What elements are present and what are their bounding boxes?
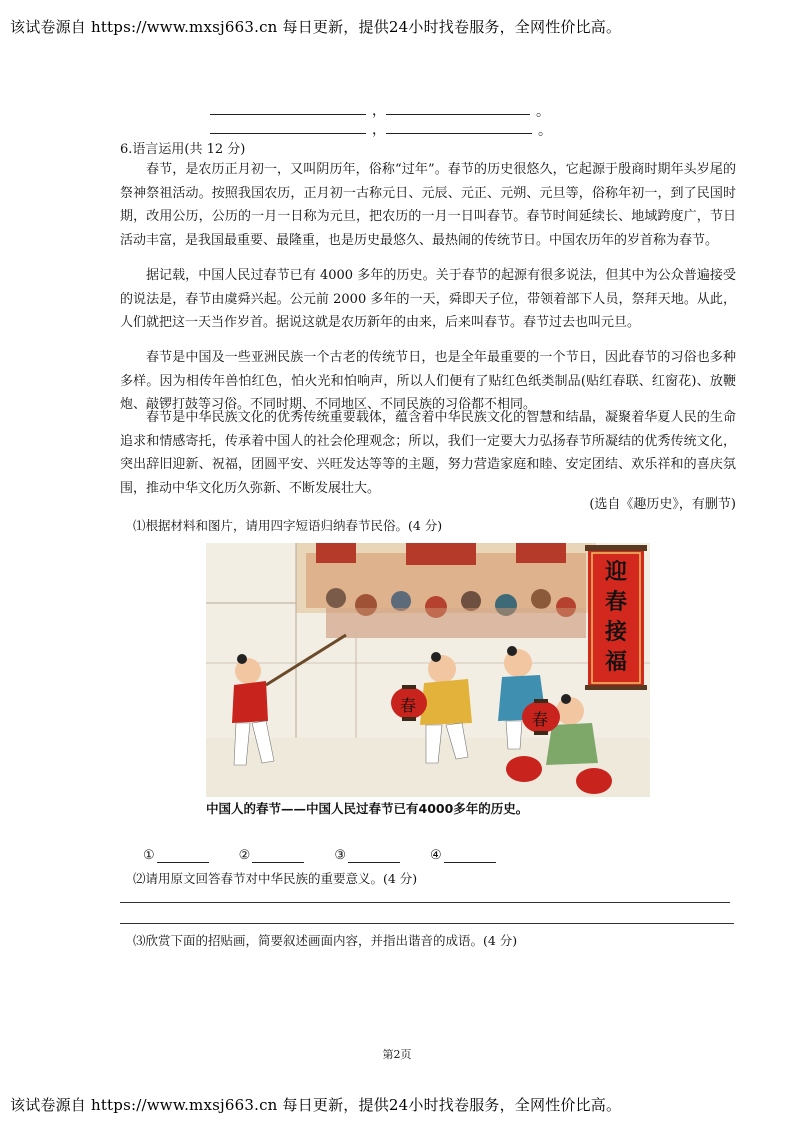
answer-slot (143, 848, 209, 863)
question-heading: 6.语言运用(共 12 分) (120, 142, 246, 157)
blank-line[interactable] (210, 114, 366, 115)
paragraph-text: 春节是中国及一些亚洲民族一个古老的传统节日，也是全年最重要的一个节日，因此春节的习俗也多种多样。因为相传年兽怕红色，怕火光和怕响声，所以人们便有了贴红色纸类制品(贴红春联、红窗花)、放鞭炮、敲锣打鼓等习俗。不同时期、不同地区、不同民族的习俗都不相同。 (120, 350, 736, 412)
scroll-char: 春 (604, 589, 627, 615)
blank-separator: ， (372, 103, 386, 119)
blank-line[interactable] (386, 114, 530, 115)
sub-question-3: ⑶欣赏下面的招贴画，简要叙述画面内容，并指出谐音的成语。(4 分) (133, 933, 518, 948)
sub-question-2: ⑵请用原文回答春节对中华民族的重要意义。(4 分) (133, 871, 418, 886)
lantern-char: 春 (400, 696, 417, 715)
blank-separator: ， (372, 122, 386, 138)
bottom-banner: 该试卷源自 https://www.mxsj663.cn 每日更新，提供24小时找卷服务，全网性价比高。 (10, 1096, 622, 1114)
illustration-graphic (206, 543, 650, 817)
page-number: 第2页 (382, 1048, 412, 1061)
answer-blanks (143, 848, 496, 863)
scroll-char: 福 (604, 649, 627, 675)
illustration-caption: 中国人的春节——中国人民过春节已有4000多年的历史。 (206, 801, 529, 816)
scroll-char: 迎 (604, 559, 627, 585)
sub-question-1: ⑴根据材料和图片，请用四字短语归纳春节民俗。(4 分) (133, 518, 443, 533)
scroll-text (594, 557, 638, 677)
answer-line[interactable] (252, 849, 304, 863)
passage-paragraph (120, 158, 736, 252)
answer-slot (334, 848, 400, 863)
answer-line[interactable] (157, 849, 209, 863)
answer-label: ① (143, 848, 155, 863)
answer-slot (239, 848, 305, 863)
passage-paragraph (120, 264, 736, 335)
answer-line[interactable] (120, 902, 730, 903)
blank-line[interactable] (386, 133, 532, 134)
blank-line[interactable] (210, 133, 366, 134)
answer-slot (430, 848, 496, 863)
paragraph-text: 据记载，中国人民过春节已有 4000 多年的历史。关于春节的起源有很多说法，但其中为公众普遍接受的说法是，春节由虞舜兴起。公元前 2000 多年的一天，舜即天子位，带领着部下人员，祭拜天地。从此，人们就把这一天当作岁首。据说这就是农历新年的由来，后来叫春节。春节过去也叫元旦。 (120, 268, 736, 330)
top-banner: 该试卷源自 https://www.mxsj663.cn 每日更新，提供24小时找卷服务，全网性价比高。 (10, 18, 622, 36)
blank-end-mark: 。 (538, 123, 552, 139)
lantern-char: 春 (532, 710, 549, 729)
spring-festival-illustration (206, 543, 650, 817)
answer-label: ③ (334, 848, 346, 863)
answer-label: ② (238, 848, 251, 863)
blank-end-mark: 。 (536, 104, 550, 120)
answer-line[interactable] (120, 923, 734, 924)
answer-label: ④ (429, 848, 442, 863)
answer-line[interactable] (348, 849, 400, 863)
scroll-char: 接 (604, 619, 627, 645)
paragraph-text: 春节是中华民族文化的优秀传统重要载体，蕴含着中华民族文化的智慧和结晶，凝聚着华夏人民的生命追求和情感寄托，传承着中国人的社会伦理观念；所以，我们一定要大力弘扬春节所凝结的优秀传统文化，突出辞旧迎新、祝福，团圆平安、兴旺发达等等的主题，努力营造家庭和睦、安定团结、欢乐祥和的喜庆氛围，推动中华文化历久弥新、不断发展壮大。 (120, 410, 736, 496)
source-citation: (选自《趣历史》，有删节) (589, 497, 736, 512)
answer-line[interactable] (444, 849, 496, 863)
passage-paragraph (120, 406, 736, 500)
paragraph-text: 春节，是农历正月初一，又叫阴历年，俗称“过年”。春节的历史很悠久，它起源于殷商时期年头岁尾的祭神祭祖活动。按照我国农历，正月初一古称元日、元辰、元正、元朔、元旦等，俗称年初一，到了民国时期，改用公历，公历的一月一日称为元旦，把农历的一月一日叫春节。春节时间延续长、地域跨度广，节日活动丰富，是我国最重要、最隆重，也是历史最悠久、最热闹的传统节日。中国农历年的岁首称为春节。 (120, 162, 736, 248)
